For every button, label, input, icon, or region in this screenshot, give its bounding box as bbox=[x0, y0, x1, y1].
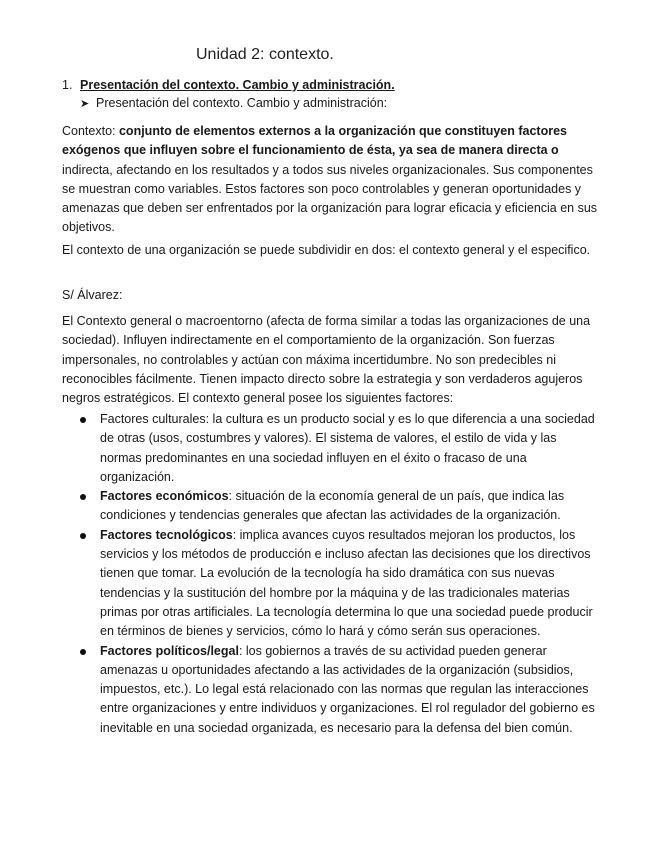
context-rest: indirecta, afectando en los resultados y a todos sus niveles organizacionales. Sus componentes se muestran como variables. Estos factores son poco controlables y generan oportunidades y amenazas que deben ser enfrentados por la organización para lograr eficacia y eficiencia en sus objetivos. bbox=[62, 162, 598, 235]
factor-name: Factores económicos bbox=[100, 489, 229, 504]
list-item bbox=[62, 526, 598, 642]
factor-text: : los gobiernos a través de su actividad pueden generar amenazas u oportunidades afectando a las actividades de la organización (subsidios, impuestos, etc.). Lo legal está relacionado con las normas que regulan las interacciones entre organizaciones y entre individuos y organizaciones. El rol regulador del gobierno es inevitable en una sociedad organizada, es necesario para la defensa del bien común. bbox=[100, 643, 595, 735]
factor-text: : situación de la economía general de un país, que indica las condiciones y tendencias generales que afectan las actividades de la organización. bbox=[100, 489, 565, 523]
list-item bbox=[62, 642, 598, 738]
general-context-paragraph: El Contexto general o macroentorno (afecta de forma similar a todas las organizaciones de una sociedad). Influyen indirectamente en el comportamiento de la organización. Son fuerzas impersonales, no controlables y actúan con máxima incertidumbre. No son predecibles ni reconocibles fácilmente. Tienen impacto directo sobre la estrategia y son verdaderos agujeros negros estratégicos. El contexto general posee los siguientes factores: bbox=[62, 314, 591, 406]
section-title: Presentación del contexto. Cambio y administración. bbox=[80, 78, 395, 92]
context-lead: Contexto: bbox=[62, 124, 119, 138]
subitem-text: Presentación del contexto. Cambio y administración: bbox=[96, 96, 388, 110]
bullet-icon bbox=[80, 649, 86, 655]
factor-text: : implica avances cuyos resultados mejoran los productos, los servicios y los métodos de producción e incluso afectan las decisiones que los directivos tienen que tomar. La evolución de la tecnología ha sido dramática con sus nuevas tendencias y la sustitución del hombre por la máquina y de las tradicionales materias primas por otras artificiales. La tecnología determina lo que una sociedad puede producir en términos de bienes y servicios, cómo lo hará y cómo serán sus operaciones. bbox=[100, 527, 593, 639]
list-item bbox=[62, 487, 598, 526]
factor-name: Factores tecnológicos bbox=[100, 527, 233, 542]
subdivision-paragraph: El contexto de una organización se puede subdividir en dos: el contexto general y el especifico. bbox=[62, 243, 591, 257]
page-title: Unidad 2: contexto. bbox=[196, 46, 334, 63]
arrow-bullet-icon: ➤ bbox=[80, 98, 90, 110]
list-item bbox=[62, 410, 598, 487]
context-definition-paragraph bbox=[62, 122, 598, 238]
context-bold-definition: conjunto de elementos externos a la organización que constituyen factores exógenos que influyen sobre el funcionamiento de ésta, ya sea de manera directa o bbox=[62, 124, 568, 158]
section-number: 1. bbox=[62, 78, 73, 92]
subitem bbox=[80, 96, 387, 113]
factor-text: Factores culturales: la cultura es un producto social y es lo que diferencia a una sociedad de otras (usos, costumbres y valores). El sistema de valores, el estilo de vida y las normas predominantes en una sociedad influyen en el éxito o fracaso de una organización. bbox=[100, 412, 595, 484]
bullet-icon bbox=[80, 533, 86, 539]
source-label: S/ Álvarez: bbox=[62, 288, 123, 302]
bullet-icon bbox=[80, 417, 86, 423]
factors-list bbox=[62, 410, 598, 738]
bullet-icon bbox=[80, 494, 86, 500]
factor-name: Factores políticos/legal bbox=[100, 643, 239, 658]
